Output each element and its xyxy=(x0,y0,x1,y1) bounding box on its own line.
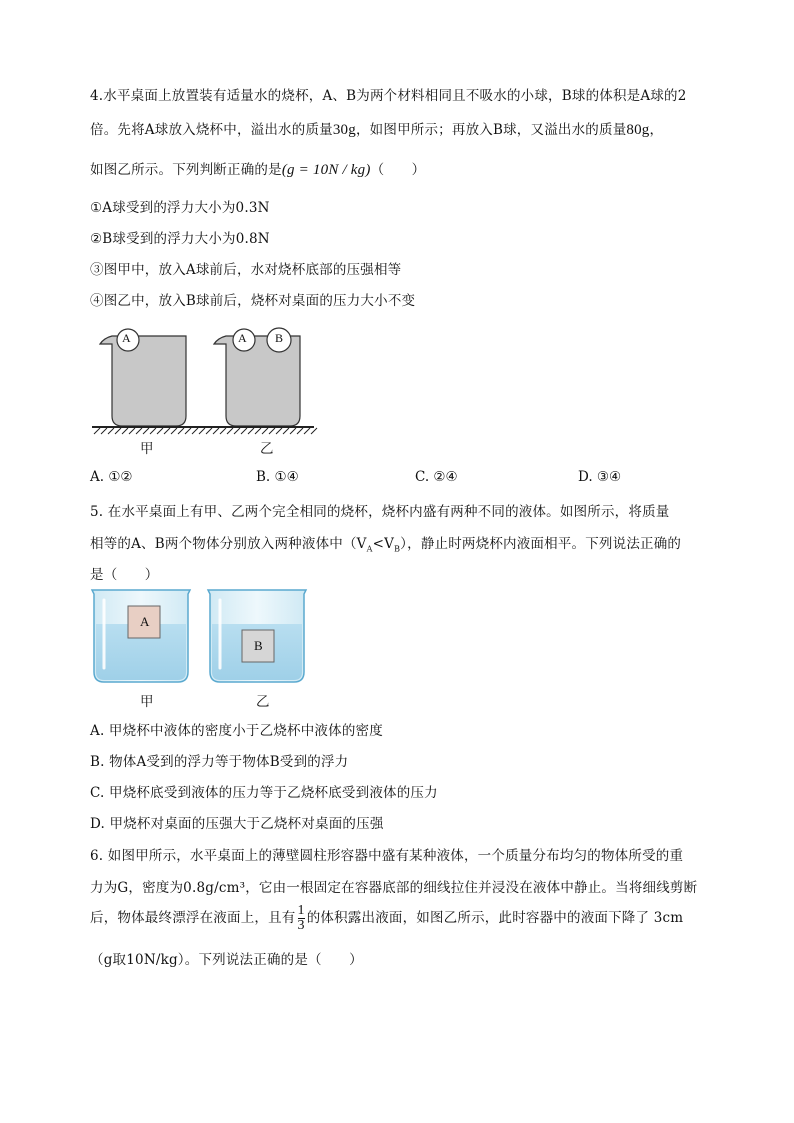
q5-stem-line3: 是（ ） xyxy=(90,567,159,583)
q5-sub-a: A xyxy=(366,544,373,554)
q6-stem-line1: 6. 如图甲所示，水平桌面上的薄壁圆柱形容器中盛有某种液体，一个质量分布均匀的物体所受的重 xyxy=(90,848,684,864)
q6-text: 后，物体最终漂浮在液面上，且有 xyxy=(90,910,296,926)
q5-text: 相等的A、B两个物体分别放入两种液体中（V xyxy=(90,536,367,552)
q4-ball-b-label-yi: B xyxy=(275,331,284,345)
q5-text: ），静止时两烧杯内液面相平。下列说法正确的 xyxy=(400,536,682,552)
q4-stem-line3 xyxy=(90,158,425,179)
q4-statement-4: ④图乙中，放入B球前后，烧杯对桌面的压力大小不变 xyxy=(90,293,416,309)
q6-stem-line4: （g取10N/kg）。下列说法正确的是（ ） xyxy=(90,952,363,968)
q4-option-c[interactable]: C. ②④ xyxy=(415,469,458,485)
q5-stem-line2 xyxy=(90,532,681,554)
q4-stem-line2 xyxy=(90,118,663,139)
q4-text: 倍。先将A球放入烧杯中，溢出水的质量 xyxy=(90,122,333,138)
q5-block-b-label: B xyxy=(254,638,263,653)
q6-fraction xyxy=(298,904,305,933)
q5-sub-b: B xyxy=(394,544,401,554)
q4-ball-a-label-yi: A xyxy=(238,331,247,345)
q5-option-a[interactable]: A. 甲烧杯中液体的密度小于乙烧杯中液体的密度 xyxy=(90,723,383,739)
q6-frac-den: 3 xyxy=(297,918,305,933)
q5-fig-label-yi: 乙 xyxy=(256,694,270,710)
q6-stem-line3 xyxy=(90,904,683,933)
q4-statement-1: ①A球受到的浮力大小为0.3N xyxy=(90,200,270,216)
q4-mass-b: 80g xyxy=(626,122,650,138)
beaker-jia xyxy=(100,336,186,426)
q4-text: （ ） xyxy=(370,162,426,178)
q4-stem-line1: 4.水平桌面上放置装有适量水的烧杯，A、B为两个材料相同且不吸水的小球，B球的体积是A球的2 xyxy=(90,88,687,104)
q5-option-b[interactable]: B. 物体A受到的浮力等于物体B受到的浮力 xyxy=(90,754,349,770)
q5-text: <V xyxy=(372,536,395,552)
q6-stem-line2: 力为G，密度为0.8g/cm³，它由一根固定在容器底部的细线拉住并浸没在液体中静止。当将细线剪断 xyxy=(90,880,698,896)
q4-option-b[interactable]: B. ①④ xyxy=(256,469,299,485)
q4-statement-3: ③图甲中，放入A球前后，水对烧杯底部的压强相等 xyxy=(90,262,402,278)
q4-text: ， xyxy=(649,122,664,138)
q5-fig-label-jia: 甲 xyxy=(140,694,154,710)
q4-mass-a: 30g xyxy=(332,122,356,138)
q5-option-c[interactable]: C. 甲烧杯底受到液体的压力等于乙烧杯底受到液体的压力 xyxy=(90,785,438,801)
q4-text: 如图乙所示。下列判断正确的是 xyxy=(90,162,282,178)
q5-option-d[interactable]: D. 甲烧杯对桌面的压强大于乙烧杯对桌面的压强 xyxy=(90,816,384,832)
q4-statement-2: ②B球受到的浮力大小为0.8N xyxy=(90,231,270,247)
q4-fig-label-yi: 乙 xyxy=(260,441,274,457)
q4-option-a[interactable]: A. ①② xyxy=(90,469,133,485)
q5-stem-line1: 5. 在水平桌面上有甲、乙两个完全相同的烧杯，烧杯内盛有两种不同的液体。如图所示，将质量 xyxy=(90,504,670,520)
q4-option-d[interactable]: D. ③④ xyxy=(578,469,622,485)
q6-frac-num: 1 xyxy=(297,903,305,918)
q4-fig-label-jia: 甲 xyxy=(140,441,154,457)
q6-text: 的体积露出液面，如图乙所示，此时容器中的液面下降了 3cm xyxy=(306,910,684,926)
q5-block-a-label: A xyxy=(140,614,150,629)
q4-g-value: (g = 10N / kg) xyxy=(281,162,371,178)
q5-figure xyxy=(90,586,320,686)
q4-text: ，如图甲所示；再放入B球，又溢出水的质量 xyxy=(355,122,627,138)
table-hatch xyxy=(94,428,317,434)
q4-ball-a-label-jia: A xyxy=(122,331,131,345)
